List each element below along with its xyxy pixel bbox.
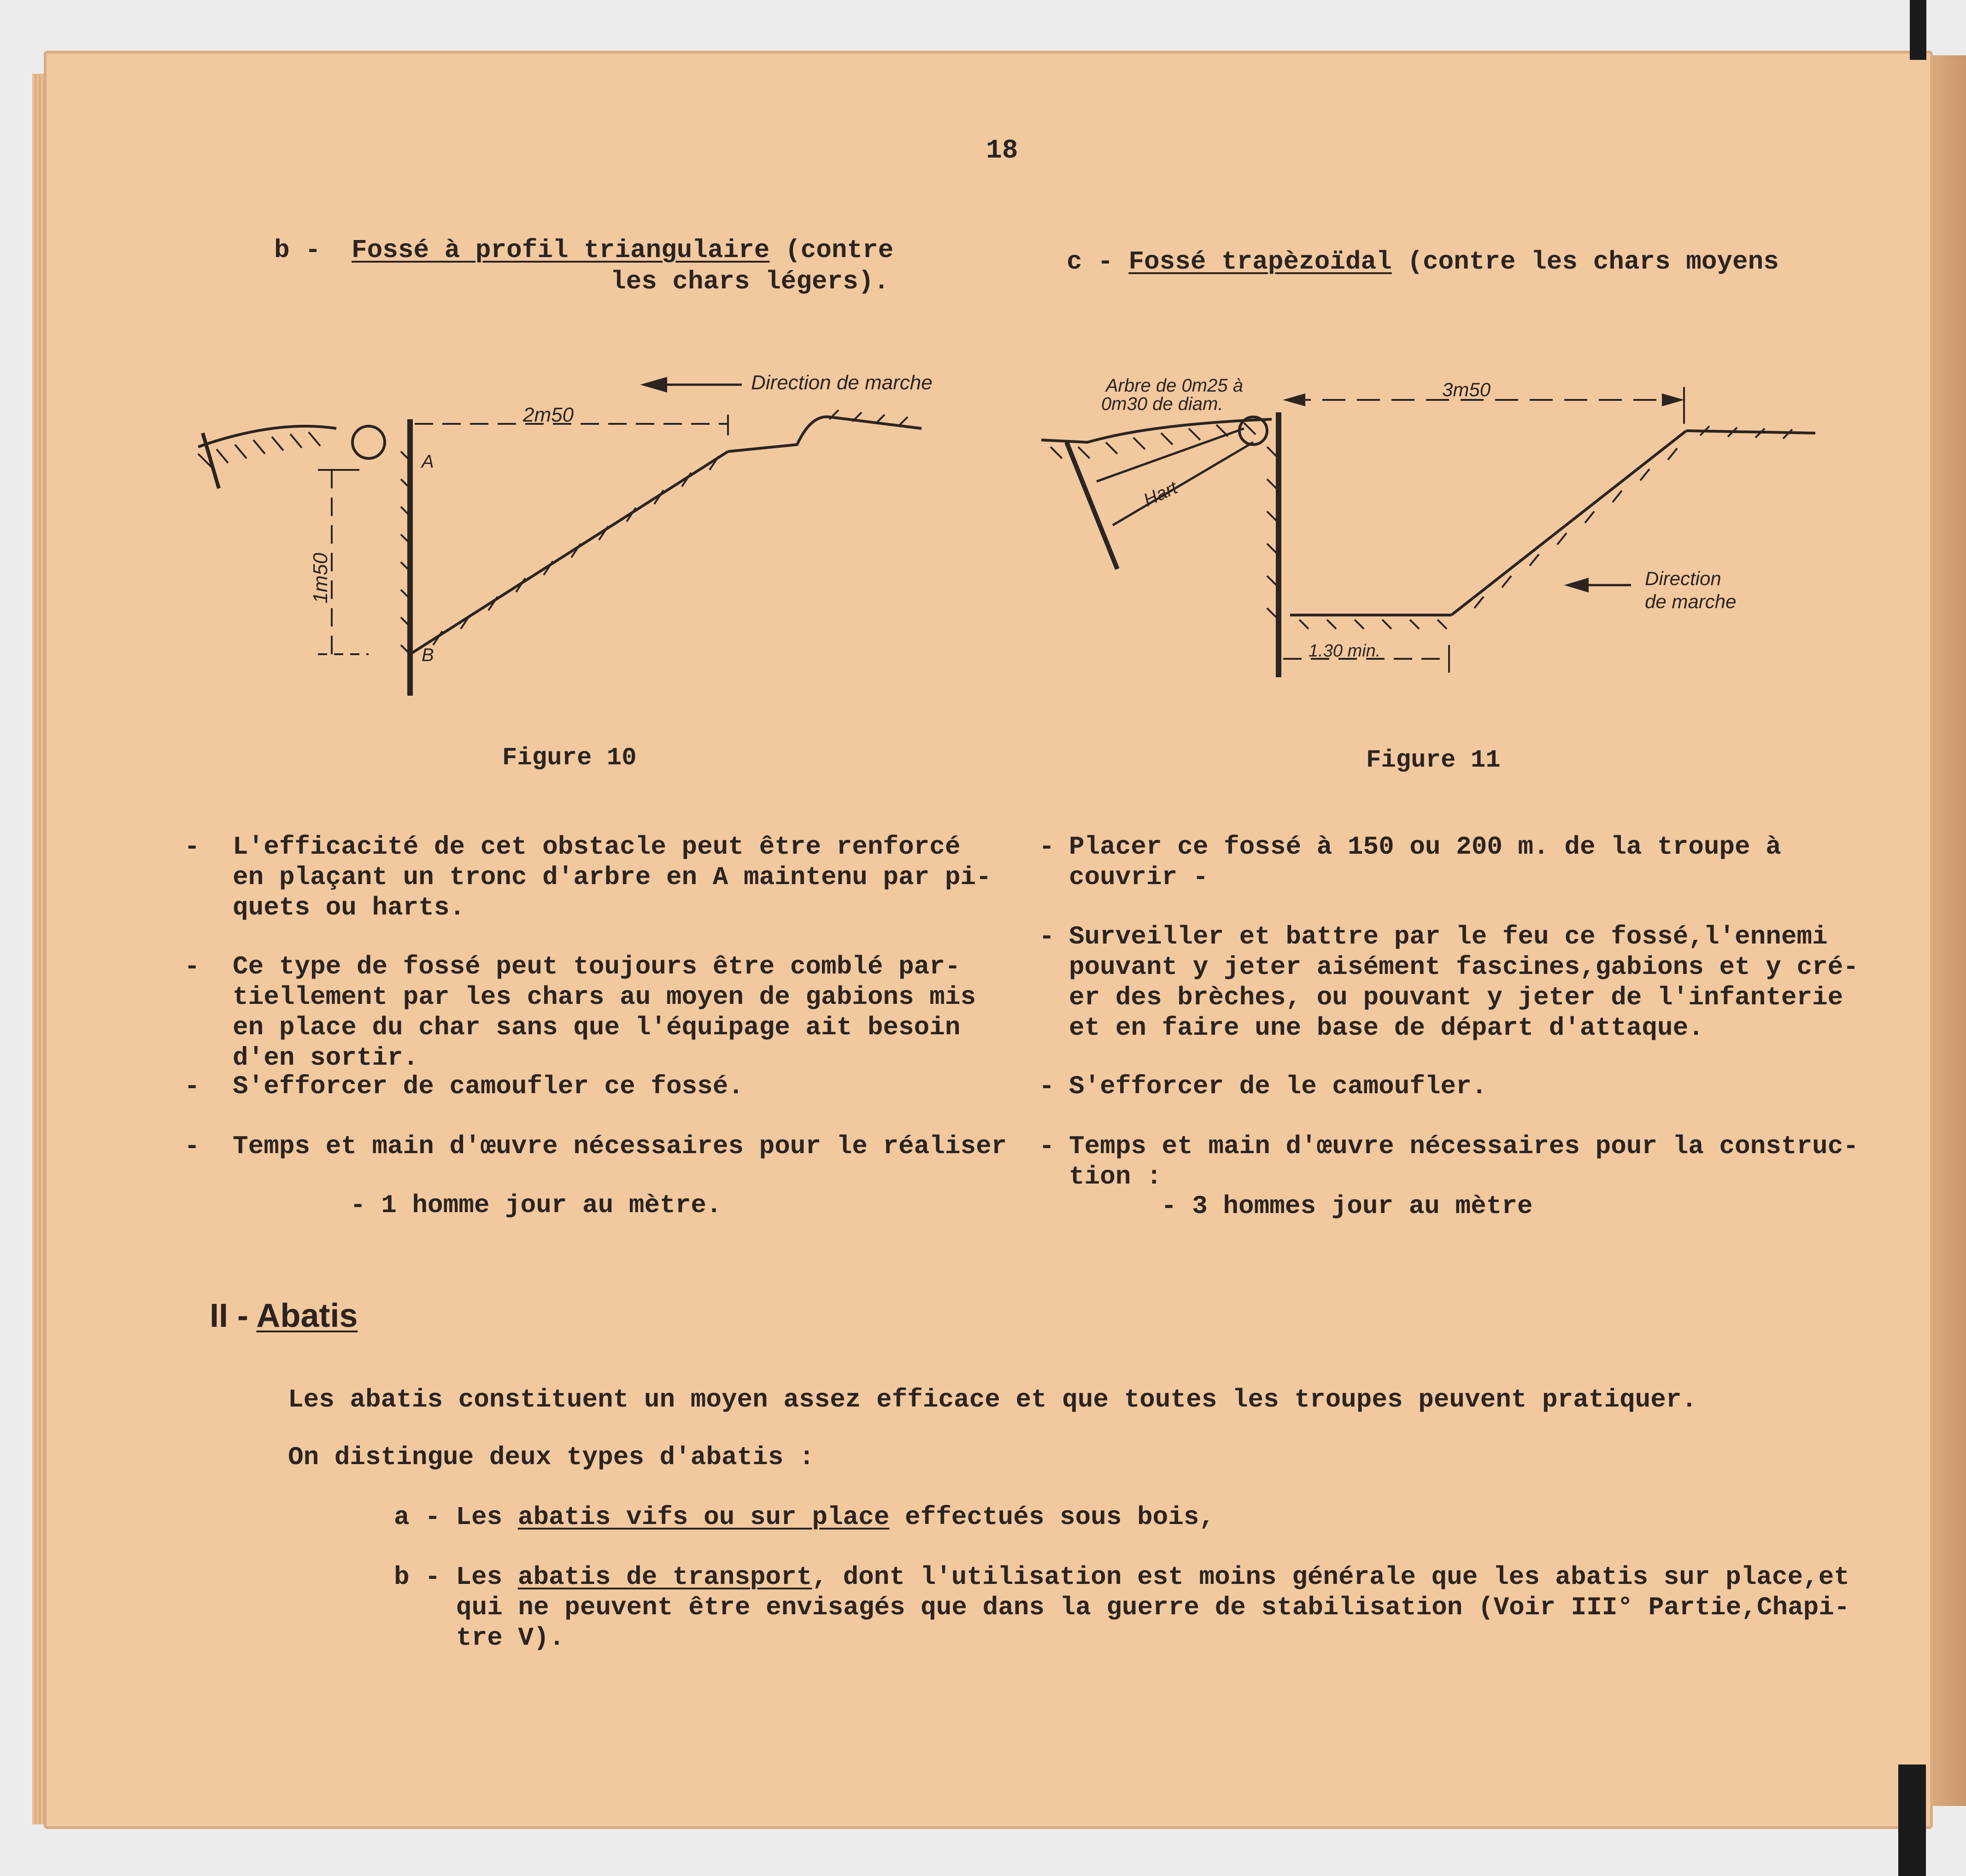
left-note-4-dash: -: [184, 1131, 200, 1161]
fig11-width-label: 3m50: [1442, 379, 1491, 400]
fig10-width-label: 2m50: [523, 404, 574, 426]
section-ii-paragraph-1: Les abatis constituent un moyen assez efficace et que toutes les troupes peuvent pratiquer.: [288, 1385, 1697, 1414]
fig11-tree-label-1: Arbre de 0m25 à: [1106, 375, 1243, 396]
abatis-item-b-term: abatis de transport: [517, 1562, 812, 1592]
abatis-item-a: [394, 1502, 1215, 1532]
right-note-4-dash: -: [1039, 1131, 1055, 1161]
section-ii-paragraph-2: On distingue deux types d'abatis :: [288, 1442, 815, 1472]
figure-10-diagram: [184, 359, 977, 719]
figure-10-caption: Figure 10: [502, 744, 637, 772]
section-b-title: Fossé à profil triangulaire: [352, 235, 770, 265]
fig11-tree-label-2: 0m30 de diam.: [1101, 394, 1223, 414]
binder-clip-top: [1910, 0, 1926, 60]
fig11-direction-label-1: Direction: [1645, 568, 1721, 589]
left-note-2-line-3: en place du char sans que l'équipage ait besoin: [233, 1013, 961, 1042]
fig11-direction-label-2: de marche: [1645, 591, 1737, 612]
fig11-bottom-label: 1.30 min.: [1309, 641, 1381, 661]
left-note-3-dash: -: [184, 1072, 200, 1101]
left-note-2-line-4: d'en sortir.: [233, 1043, 419, 1073]
left-note-1-line-2: en plaçant un tronc d'arbre en A maintenu par pi-: [233, 862, 992, 892]
right-note-1-line-1: Placer ce fossé à 150 ou 200 m. de la troupe à: [1069, 832, 1781, 862]
binder-clip-bottom: [1898, 1765, 1926, 1876]
right-note-2-line-4: et en faire une base de départ d'attaque.: [1069, 1013, 1704, 1043]
abatis-item-b: [394, 1562, 1849, 1592]
fig10-point-a: A: [422, 451, 434, 472]
left-note-2-dash: -: [184, 952, 200, 981]
left-note-2-line-1: Ce type de fossé peut toujours être comblé par-: [233, 952, 961, 981]
figure-11-caption: Figure 11: [1366, 746, 1501, 774]
fig10-height-label: 1m50: [309, 552, 332, 604]
abatis-item-a-term: abatis vifs ou sur place: [517, 1502, 890, 1532]
right-note-4-line-1: Temps et main d'œuvre nécessaires pour la construc-: [1069, 1131, 1859, 1161]
left-note-sub: - 1 homme jour au mètre.: [350, 1190, 722, 1220]
left-note-3-line-1: S'efforcer de camoufler ce fossé.: [233, 1072, 744, 1101]
abatis-item-a-label: a - Les: [394, 1502, 518, 1532]
right-note-3-dash: -: [1039, 1072, 1055, 1101]
right-note-1-dash: -: [1039, 832, 1055, 862]
abatis-item-b-line-3: tre V).: [456, 1623, 565, 1653]
abatis-item-b-label: b - Les: [394, 1562, 518, 1592]
abatis-item-b-line-2: qui ne peuvent être envisagés que dans la guerre de stabilisation (Voir III° Partie,Chapi-: [456, 1593, 1850, 1622]
section-c-heading: [1067, 246, 1779, 277]
section-b-rest-1: (contre: [769, 235, 894, 265]
section-b-rest-2: les chars légers).: [610, 267, 889, 296]
section-c-label: c -: [1067, 247, 1113, 276]
abatis-item-b-rest: , dont l'utilisation est moins générale que les abatis sur place,et: [812, 1562, 1849, 1592]
left-note-1-line-1: L'efficacité de cet obstacle peut être renforcé: [233, 832, 961, 862]
section-b-heading: [274, 235, 893, 265]
left-note-2-line-2: tiellement par les chars au moyen de gabions mis: [233, 982, 976, 1012]
right-note-2-line-2: pouvant y jeter aisément fascines,gabions et y cré-: [1069, 952, 1859, 982]
abatis-item-a-rest: effectués sous bois,: [889, 1502, 1215, 1532]
section-ii-title: Abatis: [256, 1297, 358, 1334]
right-note-1-line-2: couvrir -: [1069, 862, 1209, 892]
right-note-2-dash: -: [1039, 922, 1055, 951]
left-note-4-line-1: Temps et main d'œuvre nécessaires pour le réaliser: [233, 1131, 1007, 1161]
figure-11-diagram: [1032, 369, 1825, 691]
fig11-hart-label: Hart: [1140, 477, 1181, 511]
section-c-rest: (contre les chars moyens: [1391, 247, 1779, 276]
section-ii-number: II -: [210, 1297, 248, 1334]
right-note-2-line-3: er des brèches, ou pouvant y jeter de l'infanterie: [1069, 983, 1843, 1012]
right-note-4-line-2: tion :: [1069, 1162, 1162, 1191]
left-note-1-dash: -: [184, 832, 200, 862]
left-note-1-line-3: quets ou harts.: [233, 893, 465, 922]
section-c-title: Fossé trapèzoïdal: [1128, 247, 1392, 276]
section-ii-heading: [210, 1297, 358, 1335]
section-b-label: b -: [274, 235, 321, 265]
right-note-sub: - 3 hommes jour au mètre: [1161, 1191, 1533, 1221]
fig10-point-b: B: [422, 645, 434, 665]
right-note-2-line-1: Surveiller et battre par le feu ce fossé,l'ennemi: [1069, 922, 1828, 951]
fig10-direction-label: Direction de marche: [751, 371, 933, 394]
page-number: 18: [986, 136, 1018, 166]
right-note-3-line-1: S'efforcer de le camoufler.: [1069, 1072, 1487, 1101]
